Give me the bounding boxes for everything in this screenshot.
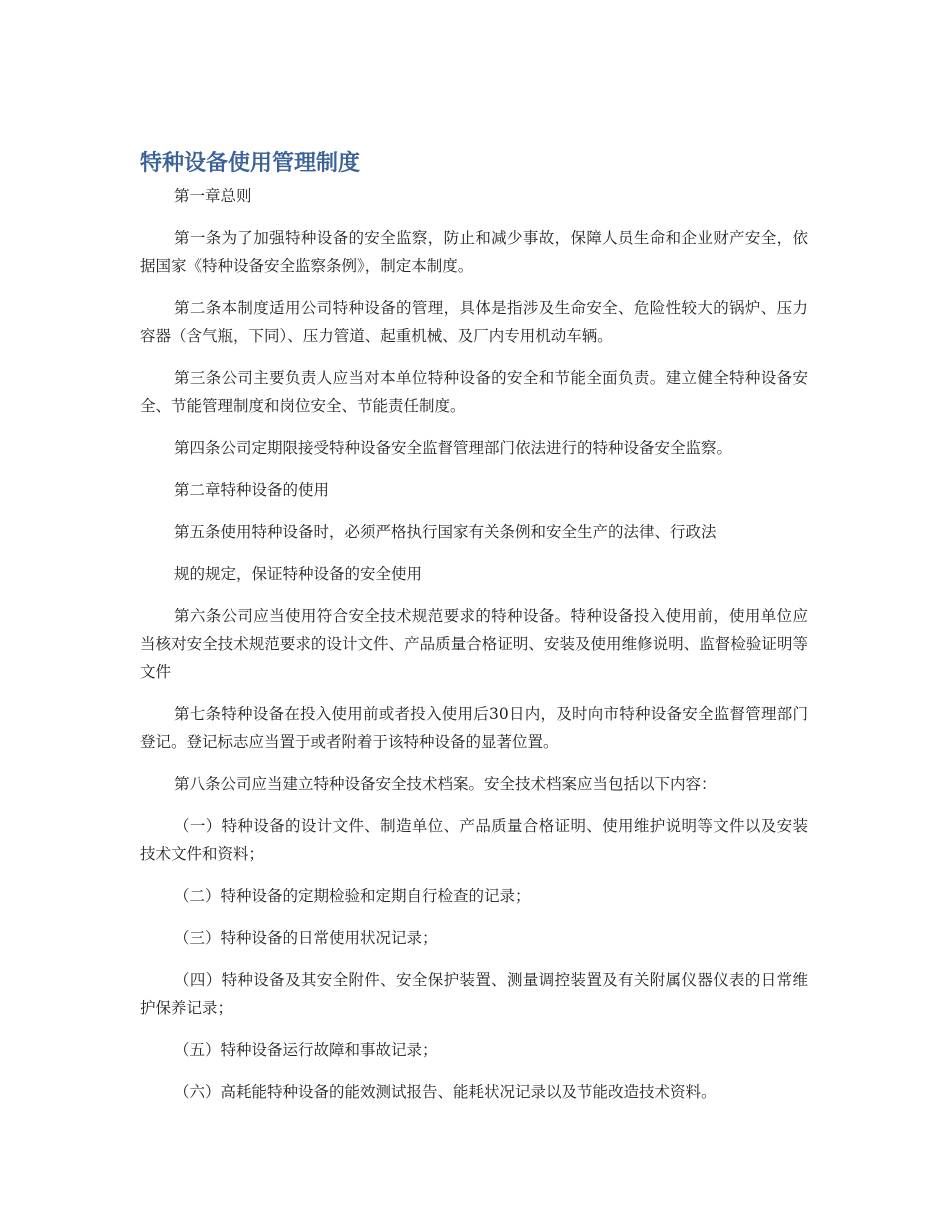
article-paragraph: 第四条公司定期限接受特种设备安全监督管理部门依法进行的特种设备安全监察。 bbox=[174, 439, 733, 457]
chapter-heading: 第二章特种设备的使用 bbox=[174, 481, 330, 499]
list-item: （三）特种设备的日常使用状况记录； bbox=[174, 929, 438, 947]
chapter-heading: 第一章总则 bbox=[174, 187, 252, 205]
document-page bbox=[140, 148, 808, 1120]
article-paragraph: 第三条公司主要负责人应当对本单位特种设备的安全和节能全面负责。建立健全特种设备安全、节能管理制度和岗位安全、节能责任制度。 bbox=[140, 369, 808, 415]
list-item: （五）特种设备运行故障和事故记录； bbox=[174, 1041, 438, 1059]
article-paragraph: 第八条公司应当建立特种设备安全技术档案。安全技术档案应当包括以下内容： bbox=[174, 775, 717, 793]
article-paragraph: 规的规定，保证特种设备的安全使用 bbox=[174, 565, 423, 583]
article-paragraph: 第六条公司应当使用符合安全技术规范要求的特种设备。特种设备投入使用前，使用单位应当核对安全技术规范要求的设计文件、产品质量合格证明、安装及使用维修说明、监督检验证明等文件 bbox=[140, 607, 808, 681]
article-paragraph: 第一条为了加强特种设备的安全监察，防止和减少事故，保障人员生命和企业财产安全，依据国家《特种设备安全监察条例》，制定本制度。 bbox=[140, 229, 808, 275]
list-item: （四）特种设备及其安全附件、安全保护装置、测量调控装置及有关附属仪器仪表的日常维护保养记录； bbox=[140, 971, 808, 1017]
article-paragraph: 第二条本制度适用公司特种设备的管理，具体是指涉及生命安全、危险性较大的锅炉、压力容器（含气瓶，下同）、压力管道、起重机械、及厂内专用机动车辆。 bbox=[140, 299, 808, 345]
list-item: （一）特种设备的设计文件、制造单位、产品质量合格证明、使用维护说明等文件以及安装技术文件和资料； bbox=[140, 817, 808, 863]
list-item: （六）高耗能特种设备的能效测试报告、能耗状况记录以及节能改造技术资料。 bbox=[174, 1083, 717, 1101]
article-paragraph: 第七条特种设备在投入使用前或者投入使用后30日内，及时向市特种设备安全监督管理部门登记。登记标志应当置于或者附着于该特种设备的显著位置。 bbox=[140, 705, 808, 751]
article-paragraph: 第五条使用特种设备时，必须严格执行国家有关条例和安全生产的法律、行政法 bbox=[174, 523, 717, 541]
list-item: （二）特种设备的定期检验和定期自行检查的记录； bbox=[174, 887, 531, 905]
document-title: 特种设备使用管理制度 bbox=[140, 151, 361, 176]
